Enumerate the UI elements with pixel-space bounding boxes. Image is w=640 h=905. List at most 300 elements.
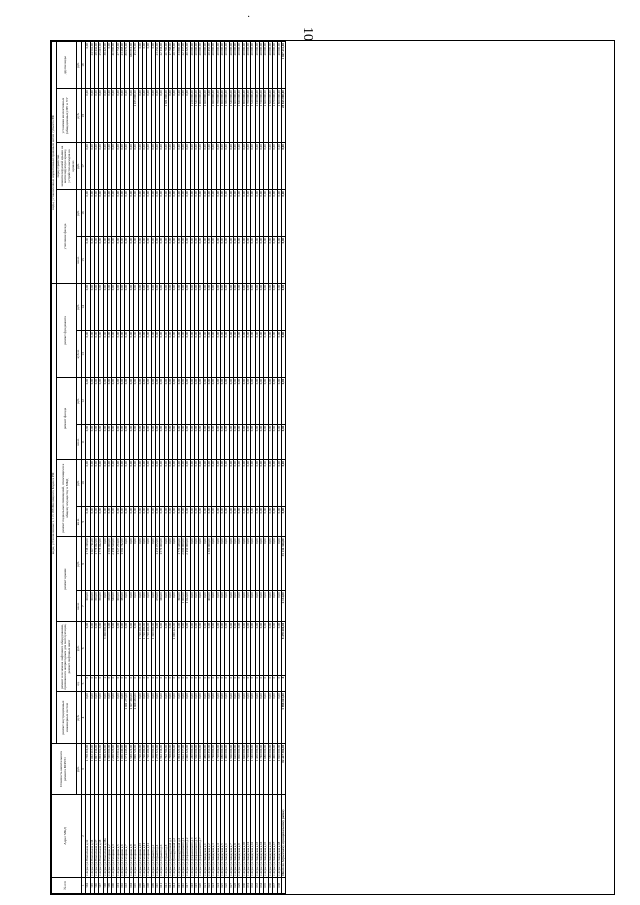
row-number-cell: 613 [168, 877, 172, 893]
column-number: 11 [81, 424, 86, 459]
value-cell: 0,00 [95, 190, 99, 237]
value-cell: 0,00 [177, 692, 181, 744]
value-cell: 0,00 [164, 330, 168, 377]
value-cell: 0,00 [229, 190, 233, 237]
value-cell: 0,00 [181, 190, 185, 237]
value-cell: 1 430 000,00 [255, 743, 259, 795]
value-cell: 0,00 [268, 424, 272, 459]
value-cell: 0,00 [208, 143, 212, 190]
value-cell: 1 720 000,00 [216, 743, 220, 795]
row-number-cell: 618 [190, 877, 194, 893]
value-cell: 0,00 [164, 692, 168, 744]
value-cell: 0,00 [121, 330, 125, 377]
value-cell: 1 620 000,00 [234, 743, 238, 795]
value-cell: 1 540 000,00 [251, 743, 255, 795]
value-cell: 0,00 [95, 236, 99, 283]
value-cell: 0,00 [234, 506, 238, 537]
value-cell: 0,00 [125, 424, 129, 459]
value-cell: 20 000,00 [242, 42, 246, 89]
value-cell: 1 600 000,00 [234, 89, 238, 143]
value-cell: 0,00 [251, 459, 255, 506]
value-cell: 0,00 [164, 424, 168, 459]
unit-rub: руб. [76, 283, 81, 330]
value-cell: 0,00 [164, 621, 168, 675]
unit-area: кв.м. [76, 591, 81, 622]
value-cell: 1 022,00 [186, 591, 190, 622]
value-cell: 22 134,00 [160, 42, 164, 89]
value-cell: 0,00 [247, 377, 251, 424]
value-cell: 0,00 [134, 190, 138, 237]
value-cell: 1 800 000,00 [277, 89, 281, 143]
value-cell: 0,00 [203, 377, 207, 424]
header-engineering: ремонт внутридомовых инженерных систем [56, 692, 76, 744]
value-cell: 0,00 [155, 236, 159, 283]
value-cell: 0,00 [212, 330, 216, 377]
value-cell: 0,00 [138, 143, 142, 190]
column-number: 15 [81, 236, 86, 283]
header-other: другие виды [56, 42, 76, 89]
value-cell: 0,00 [112, 459, 116, 506]
value-cell: 0,00 [142, 459, 146, 506]
value-cell: 1 708 010,00 [168, 743, 172, 795]
value-cell: 0,00 [208, 190, 212, 237]
value-cell: 0,00 [86, 190, 90, 237]
row-number-cell: 622 [208, 877, 212, 893]
value-cell: 0,00 [264, 190, 268, 237]
address-cell: г.Агрыз ул.Заводская д.15 [264, 795, 268, 877]
value-cell: 1 555 012,00 [116, 743, 120, 795]
address-cell: г.Агрыз ул.Гагарина д.7 [125, 795, 129, 877]
value-cell: 0,00 [273, 506, 277, 537]
value-cell: 0,00 [99, 424, 103, 459]
value-cell: 0,00 [168, 190, 172, 237]
value-cell: 0,00 [138, 190, 142, 237]
value-cell: 0,00 [99, 621, 103, 675]
value-cell: 0,00 [177, 190, 181, 237]
value-cell: 0,00 [194, 283, 198, 330]
value-cell: 0 [247, 675, 251, 691]
value-cell: 0,00 [208, 621, 212, 675]
value-cell: 0,00 [229, 506, 233, 537]
unit-rub: руб. [76, 143, 81, 190]
value-cell: 0,00 [247, 506, 251, 537]
value-cell: 0,00 [190, 424, 194, 459]
value-cell: 1 500 000,00 [108, 537, 112, 591]
value-cell: 0,00 [147, 236, 151, 283]
value-cell: 0,00 [147, 424, 151, 459]
header-roof: ремонт крыши [56, 537, 76, 621]
value-cell: 0,00 [203, 143, 207, 190]
value-cell: 0,00 [177, 424, 181, 459]
unit-area: кв.м. [76, 506, 81, 537]
column-number: 9 [81, 506, 86, 537]
value-cell: 0,00 [164, 190, 168, 237]
value-cell: 0,00 [99, 459, 103, 506]
value-cell: 0,00 [142, 424, 146, 459]
value-cell: 0,00 [151, 424, 155, 459]
value-cell: 0,00 [194, 190, 198, 237]
value-cell: 0 [147, 675, 151, 691]
value-cell: 0,00 [125, 89, 129, 143]
value-cell: 0,00 [116, 143, 120, 190]
value-cell: 0,00 [173, 506, 177, 537]
total-row [281, 42, 285, 894]
value-cell: 0,00 [194, 236, 198, 283]
value-cell: 0,00 [121, 621, 125, 675]
value-cell: 0,00 [238, 143, 242, 190]
value-cell: 0,00 [90, 330, 94, 377]
value-cell: 0,00 [281, 424, 285, 459]
row-number-cell: 621 [203, 877, 207, 893]
value-cell: 0,00 [203, 692, 207, 744]
value-cell: 0,00 [147, 459, 151, 506]
value-cell: 0,00 [181, 621, 185, 675]
value-cell: 540,00 [112, 591, 116, 622]
value-cell: 0,00 [181, 459, 185, 506]
value-cell: 0,00 [147, 283, 151, 330]
header-no: № п/п [52, 877, 82, 893]
value-cell: 0,00 [99, 236, 103, 283]
value-cell: 0,00 [221, 459, 225, 506]
value-cell: 3 360 000,00 [103, 621, 107, 675]
value-cell: 0,00 [121, 236, 125, 283]
value-cell: 0,00 [108, 42, 112, 89]
value-cell: 0,00 [108, 330, 112, 377]
value-cell: 0,00 [273, 330, 277, 377]
value-cell: 0,00 [255, 424, 259, 459]
repair-plan-sheet [50, 40, 615, 895]
header-meters: установка коллективных (общедомовых) ПУ и УУ [56, 89, 76, 143]
row-number-cell: 614 [173, 877, 177, 893]
value-cell: 0,00 [160, 143, 164, 190]
value-cell: 0,00 [108, 424, 112, 459]
value-cell: 1 548 221,00 [129, 743, 133, 795]
value-cell: 1 681 000,00 [164, 89, 168, 143]
value-cell: 0,00 [151, 459, 155, 506]
value-cell: 0,00 [208, 692, 212, 744]
value-cell: 0,00 [199, 424, 203, 459]
value-cell: 0 [138, 675, 142, 691]
value-cell: 0,00 [116, 377, 120, 424]
value-cell: 0,00 [277, 692, 281, 744]
value-cell: 40 320,00 [186, 42, 190, 89]
value-cell: 0 [251, 675, 255, 691]
value-cell: 0,00 [238, 621, 242, 675]
value-cell: 0,00 [129, 591, 133, 622]
value-cell: 0,00 [125, 591, 129, 622]
value-cell: 0,00 [273, 459, 277, 506]
row-number-cell: 612 [164, 877, 168, 893]
value-cell: 0,00 [216, 424, 220, 459]
value-cell: 0,00 [125, 377, 129, 424]
value-cell: 0,00 [238, 459, 242, 506]
value-cell: 0,00 [134, 591, 138, 622]
row-number-cell: 594 [86, 877, 90, 893]
value-cell: 0,00 [247, 621, 251, 675]
value-cell: 0,00 [116, 459, 120, 506]
value-cell: 0,00 [186, 143, 190, 190]
value-cell: 0,00 [112, 506, 116, 537]
value-cell: 0,00 [255, 506, 259, 537]
value-cell: 0,00 [108, 143, 112, 190]
unit-rub: руб. [76, 89, 81, 143]
value-cell: 0,00 [103, 537, 107, 591]
value-cell: 1 667 711,00 [90, 537, 94, 591]
value-cell: 0,00 [212, 692, 216, 744]
value-cell: 0,00 [151, 190, 155, 237]
value-cell: 0,00 [234, 424, 238, 459]
value-cell: 0,00 [277, 506, 281, 537]
row-number-cell: 610 [155, 877, 159, 893]
value-cell: 0,00 [203, 459, 207, 506]
value-cell: 0,00 [99, 377, 103, 424]
row-number-cell [281, 877, 285, 893]
column-number: 2 [81, 795, 86, 877]
value-cell: 0,00 [229, 143, 233, 190]
value-cell: 0,00 [138, 591, 142, 622]
value-cell: 0,00 [95, 424, 99, 459]
value-cell: 0,00 [234, 143, 238, 190]
value-cell: 0 [129, 675, 133, 691]
value-cell: 0,00 [247, 236, 251, 283]
value-cell: 0 [155, 675, 159, 691]
value-cell: 0,00 [194, 330, 198, 377]
value-cell: 0,00 [116, 621, 120, 675]
value-cell: 0,00 [99, 506, 103, 537]
column-number: 10 [81, 459, 86, 506]
value-cell: 1 699 450,00 [134, 692, 138, 744]
row-number-cell: 630 [242, 877, 246, 893]
value-cell: 0,00 [121, 190, 125, 237]
value-cell: 20 000,00 [225, 42, 229, 89]
value-cell: 0,00 [181, 283, 185, 330]
value-cell: 0,00 [95, 283, 99, 330]
value-cell: 0,00 [277, 330, 281, 377]
value-cell: 1 720 200,00 [138, 743, 142, 795]
value-cell: 0,00 [125, 459, 129, 506]
value-cell: 1 480 000,00 [203, 743, 207, 795]
value-cell: 1 920 000,00 [242, 743, 246, 795]
value-cell: 0 [95, 675, 99, 691]
value-cell: 0,00 [90, 424, 94, 459]
column-number: 16 [81, 190, 86, 237]
value-cell: 0,00 [255, 377, 259, 424]
row-number-cell: 604 [129, 877, 133, 893]
value-cell: 0,00 [255, 692, 259, 744]
value-cell: 0,00 [190, 591, 194, 622]
address-cell: г.Агрыз ул.Вокзальная д.12 [86, 795, 90, 877]
value-cell: 0,00 [273, 692, 277, 744]
value-cell: 0,00 [251, 283, 255, 330]
value-cell: 0,00 [225, 692, 229, 744]
value-cell: 1 807 134,00 [95, 743, 99, 795]
value-cell: 0,00 [147, 89, 151, 143]
value-cell: 0,00 [190, 692, 194, 744]
value-cell: 0,00 [90, 143, 94, 190]
value-cell: 0,00 [260, 537, 264, 591]
value-cell: 0,00 [264, 424, 268, 459]
address-cell: г.Агрыз ул.Дзержинского д.5 [194, 795, 198, 877]
value-cell: 0,00 [194, 459, 198, 506]
row-number-cell: 620 [199, 877, 203, 893]
value-cell: 0,00 [247, 424, 251, 459]
value-cell: 0,00 [264, 330, 268, 377]
value-cell: 0,00 [260, 330, 264, 377]
value-cell: 1 540 000,00 [194, 89, 198, 143]
value-cell: 0,00 [199, 591, 203, 622]
header-cost: Стоимость капитального ремонта ВСЕГО [52, 743, 77, 795]
value-cell: 20 000,00 [255, 42, 259, 89]
value-cell: 1 690 222,00 [173, 621, 177, 675]
value-cell: 0,00 [194, 621, 198, 675]
value-cell: 17 788,00 [168, 42, 172, 89]
row-number-cell: 600 [112, 877, 116, 893]
value-cell: 0,00 [173, 692, 177, 744]
value-cell: 0,00 [264, 537, 268, 591]
value-cell: 20 000,00 [194, 42, 198, 89]
address-cell: г.Агрыз ул.Гагарина д.12 [147, 795, 151, 877]
address-cell: г.Агрыз ул.Гагарина д.5 [116, 795, 120, 877]
value-cell: 0,00 [160, 424, 164, 459]
value-cell: 20 000,00 [216, 42, 220, 89]
value-cell: 20 000,00 [247, 42, 251, 89]
value-cell: 0,00 [177, 506, 181, 537]
value-cell: 1 840 000,00 [238, 89, 242, 143]
value-cell: 0,00 [125, 506, 129, 537]
value-cell: 0,00 [160, 621, 164, 675]
value-cell: 0,00 [108, 459, 112, 506]
value-cell: 0,00 [238, 377, 242, 424]
value-cell: 0,00 [168, 692, 172, 744]
value-cell: 2 899 720,00 [134, 743, 138, 795]
value-cell: 0,00 [168, 591, 172, 622]
value-cell: 0 [260, 675, 264, 691]
value-cell: 0,00 [125, 537, 129, 591]
row-number-cell: 619 [194, 877, 198, 893]
header-insulation: утепление фасада [56, 190, 76, 284]
value-cell: 0,00 [86, 459, 90, 506]
value-cell: 1 720 200,00 [147, 743, 151, 795]
value-cell: 0,00 [212, 283, 216, 330]
value-cell: 0,00 [164, 459, 168, 506]
value-cell: 0,00 [238, 236, 242, 283]
value-cell: 0,00 [186, 330, 190, 377]
value-cell: 0,00 [86, 283, 90, 330]
value-cell: 0,00 [190, 330, 194, 377]
value-cell: 0,00 [160, 459, 164, 506]
value-cell: 0,00 [260, 377, 264, 424]
value-cell: 0,00 [229, 330, 233, 377]
value-cell: 0,00 [173, 236, 177, 283]
value-cell: 0,00 [99, 330, 103, 377]
value-cell: 0,00 [177, 89, 181, 143]
value-cell: 0,00 [168, 377, 172, 424]
value-cell: 0,00 [277, 591, 281, 622]
value-cell: 1 582 742,00 [121, 537, 125, 591]
value-cell: 0,00 [221, 236, 225, 283]
value-cell: 0,00 [277, 143, 281, 190]
value-cell: 1 185 000,00 [134, 89, 138, 143]
value-cell: 0,00 [147, 377, 151, 424]
value-cell: 0,00 [151, 143, 155, 190]
value-cell: 0,00 [186, 459, 190, 506]
value-cell: 0,00 [212, 190, 216, 237]
value-cell: 1 571 245,00 [125, 743, 129, 795]
value-cell: 0 [234, 675, 238, 691]
column-number: 14 [81, 283, 86, 330]
value-cell: 0,00 [86, 621, 90, 675]
row-number-cell: 634 [260, 877, 264, 893]
unit-rub: руб. [76, 190, 81, 237]
value-cell: 0,00 [173, 283, 177, 330]
value-cell: 0,00 [95, 459, 99, 506]
value-cell: 0,00 [247, 330, 251, 377]
value-cell: 1 778 692,00 [99, 537, 103, 591]
address-cell: г.Агрыз ул.Заводская д.11 [247, 795, 251, 877]
value-cell: 0,00 [151, 692, 155, 744]
row-number-cell: 632 [251, 877, 255, 893]
value-cell: 0,00 [99, 283, 103, 330]
value-cell: 0,00 [199, 537, 203, 591]
value-cell: 0,00 [186, 89, 190, 143]
value-cell: 0,00 [151, 506, 155, 537]
value-cell: 0,00 [186, 377, 190, 424]
value-cell: 360,00 [90, 591, 94, 622]
value-cell: 0,00 [99, 143, 103, 190]
value-cell: 0,00 [86, 377, 90, 424]
value-cell: 0,00 [112, 424, 116, 459]
value-cell: 0,00 [194, 143, 198, 190]
value-cell: 0,00 [199, 621, 203, 675]
value-cell: 0,00 [208, 89, 212, 143]
value-cell: 1 500 000,00 [108, 743, 112, 795]
value-cell: 0,00 [108, 236, 112, 283]
value-cell: 1 047 431,00 [281, 42, 285, 89]
value-cell: 0,00 [242, 537, 246, 591]
address-cell: г.Агрыз ул.Горького д.8 [164, 795, 168, 877]
address-cell: г.Агрыз ул.Дзержинского д.3 [190, 795, 194, 877]
value-cell: 20 450,00 [208, 42, 212, 89]
value-cell: 0,00 [142, 190, 146, 237]
value-cell: 1 380 000,00 [225, 89, 229, 143]
unit-volume: куб.м. [76, 330, 81, 377]
value-cell: 0,00 [229, 459, 233, 506]
value-cell: 0,00 [181, 424, 185, 459]
value-cell: 0,00 [216, 143, 220, 190]
unit-rub: руб. [76, 377, 81, 424]
address-cell: г.Агрыз ул.Гагарина д.3 [112, 795, 116, 877]
value-cell: 0 [255, 675, 259, 691]
value-cell: 0,00 [147, 591, 151, 622]
value-cell: 0,00 [247, 537, 251, 591]
header-foundation: ремонт фундамента [56, 283, 76, 377]
value-cell: 0,00 [277, 236, 281, 283]
value-cell: 0,00 [229, 424, 233, 459]
value-cell: 0,00 [121, 377, 125, 424]
value-cell: 330,00 [108, 591, 112, 622]
address-cell: г.Агрыз ул.Гризодубовой д.4 [177, 795, 181, 877]
address-cell: г.Агрыз ул.Заводская д.17 [273, 795, 277, 877]
address-cell: г.Агрыз ул.Заводская д.14 [260, 795, 264, 877]
value-cell: 20 000,00 [260, 42, 264, 89]
value-cell: 0,00 [242, 190, 246, 237]
value-cell: 0,00 [208, 424, 212, 459]
value-cell: 0,00 [160, 330, 164, 377]
row-number-cell: 602 [121, 877, 125, 893]
value-cell: 0,00 [142, 692, 146, 744]
value-cell: 0,00 [194, 591, 198, 622]
value-cell: 0,00 [86, 692, 90, 744]
